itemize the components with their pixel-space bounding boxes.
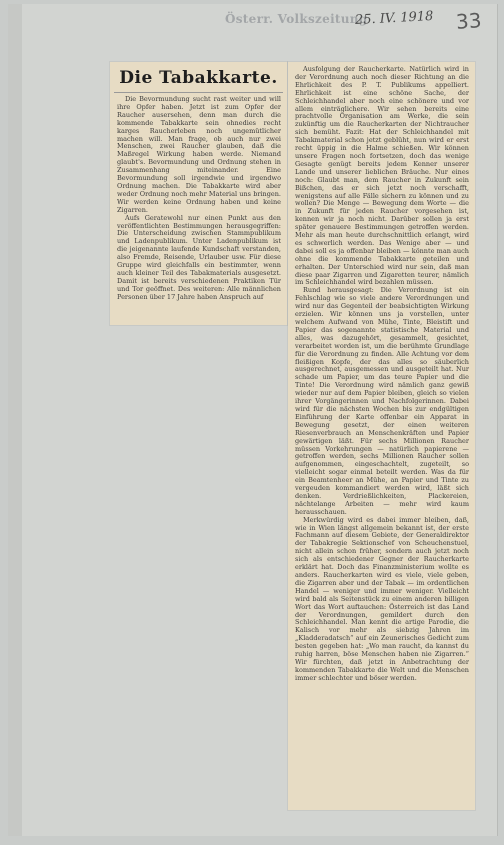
clipping-right-column <box>288 62 475 810</box>
newspaper-masthead: Österr. Volkszeitung <box>225 12 368 26</box>
sheet-binding-strip <box>8 4 22 836</box>
paragraph: Merkwürdig wird es dabei immer bleiben, daß, wie in Wien längst allgemein bekannt ist, der erste Fachmann auf diesem Gebiete, der Generaldirektor der Tabakregie Sektionschef von Scheuchenstuel, nicht allein schon früher, sondern auch jetzt noch sich als entschiedener Gegner der Raucherkarte erklärt hat. Doch das Finanzministerium wollte es anders. Raucherkarten wird es viele, viele geben, die Zigarren aber und der Tabak — im ordentlichen Handel — weniger und immer weniger. Vielleicht wird bald als Seitenstück zu einem anderen billigen Wort das Wort auftauchen: Österreich ist das Land der Verordnungen, gemildert durch den Schleichhandel. Man kennt die artige Parodie, die Kalisch vor mehr als siebzig Jahren im „Kladderadatsch“ auf ein Zeunerisches Gedicht zum besten gegeben hat: „Wo man raucht, da kannst du ruhig harren, böse Menschen haben nie Zigarren.“ Wir fürchten, daß jetzt in Anbetrachtung der kommenden Tabakkarte die Welt und die Menschen immer schlechter und böser werden. <box>295 515 469 682</box>
handwritten-page-number: 33 <box>455 8 483 34</box>
clipping-left-column <box>110 62 287 325</box>
paragraph: Ausfolgung der Raucherkarte. Natürlich wird in der Verordnung auch noch dieser Richtung an die Ehrlichkeit des P. T. Publikums appelliert. Ehrlichkeit ist eine schöne Sache, der Schleichhandel aber noch eine schönere und vor allem einträglichere. Wir sehen bereits eine prachtvolle Organisation am Werke, die sein zukünftig um die Raucherkarten der Nichtraucher sich bemüht. Fazit: Hat der Schleichhandel mit Tabakmaterial schon jetzt geblüht, nun wird er erst recht üppig in die Halme schießen. Wir können unsere Fragen noch fortsetzen, doch das wenige Gesagte genügt bereits jedem Kenner unserer Lande und unserer lieblichen Bräuche. Nur eines noch: Glaubt man, dem Raucher in Zukunft sein Bißchen, das er sich jetzt noch verschafft, wenigstens auf alle Fälle sichern zu können und zu wollen? Die Menge — Bewegung dem Worte — die in Zukunft für jeden Raucher vorgesehen ist, kennen wir ja noch nicht. Darüber sollen ja erst später genauere Bestimmungen getroffen werden. Mehr als man heute durchschnittlich erlangt, wird es schwerlich werden. Das Wenige aber — und dabei soll es ja offenbar bleiben — könnte man auch ohne die kommende Tabakkarte geteilen und erhalten. Der Unterschied wird nur sein, daß man diese paar Zigarren und Zigaretten teurer, nämlich im Schleichhandel wird bezahlen müssen. <box>295 65 469 287</box>
left-column-text <box>110 96 287 349</box>
handwritten-date: 25. IV. 1918 <box>354 8 434 29</box>
article-title: Die Tabakkarte. <box>119 68 278 88</box>
sheet-header <box>0 9 504 37</box>
paragraph: Aufs Geratewohl nur einen Punkt aus den veröffentlichten Bestimmungen herausgegriffen: Die Unterscheidung zwischen Stammpublikum und Ladenpublikum. Unter Ladenpublikum ist die jeigenannte laufende Kundschaft verstanden, also Fremde, Reisende, Urlauber usw. Für diese Gruppe wird gleichfalls ein bestimmter, wenn auch kleiner Teil des Tabakmaterials ausgesetzt. Damit ist bereits verschiedenen Praktiken Tür und Tor geöffnet. Des weiteren: Alle männlichen Personen über 17 Jahre haben Anspruch auf <box>117 213 281 301</box>
right-column-text <box>288 62 475 804</box>
paragraph: Die Bevormundung sucht rast weiter und will ihre Opfer haben. Jetzt ist zum Opfer der Raucher ausersehen, denn man durch die kommende Tabakkarte sein ohnedies recht karges Raucherleben noch ungemütlicher machen will. Man frage, ob auch nur zwei Menschen, zwei Raucher glauben, daß die Maßregel Wirkung haben werde. Niemand glaubt's. Bevormundung und Ordnung stehen in Zusammenhang miteinander. Eine Bevormundung soll irgendwie und irgendwo Ordnung machen. Die Tabakkarte wird aber weder Ordnung noch mehr Material uns bringen. Wir werden keine Ordnung haben und keine Zigarren. <box>117 96 281 214</box>
paragraph: Rund herausgesagt: Die Verordnung ist ein Fehlschlag wie so viele andere Verordnungen und wird nur das Gegenteil der beabsichtigten Wirkung erzielen. Wir können uns ja vorstellen, unter welchem Aufwand von Mühe, Tinte, Bleistift und Papier das sogenannte statistische Material und alles, was dazugehört, gesammelt, gesichtet, verarbeitet worden ist, um die berühmte Grundlage für die Verordnung zu finden. Alle Achtung vor dem fleißigen Kopfe, der das alles so säuberlich ausgerechnet, ausgemessen und ausgeteilt hat. Nur schade um Papier, um das teure Papier und die Tinte! Die Verordnung wird nämlich ganz gewiß wieder nur auf dem Papier bleiben, gleich so vielen ihrer Vorgängerinnen und Nachfolgerinnen. Dabei wird für die nächsten Wochen bis zur endgültigen Einführung der Karte offenbar ein Apparat in Bewegung gesetzt, der einen weiteren Riesenverbrauch an Menschenkräften und Papier gewärtigen läßt. Für sechs Millionen Raucher müssen Vorkehrungen — natürlich papierene — getroffen werden, sechs Millionen Raucher sollen aufgenommen, eingeschachtelt, zugeteilt, so vielleicht sogar einmal beteilt werden. Was da für ein Beamtenheer an Mühe, an Papier und Tinte zu vergeuden kommandiert werden wird, läßt sich denken. Verdrießlichkeiten, Plackereien, nächtelange Arbeiten — mehr wird kaum herausschauen. <box>295 286 469 516</box>
title-rule <box>114 92 283 93</box>
